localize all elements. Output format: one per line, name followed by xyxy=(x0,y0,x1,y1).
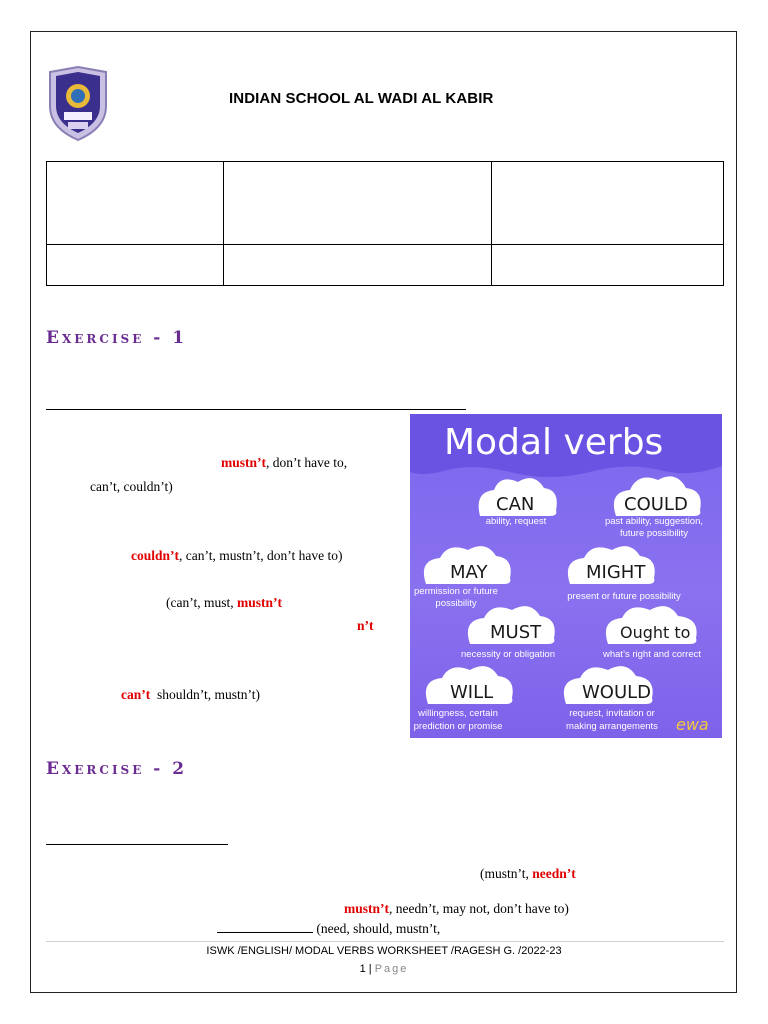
answer-blank[interactable] xyxy=(217,921,313,933)
options-text: (mustn’t, xyxy=(480,866,533,881)
options-text: , can’t, mustn’t, don’t have to) xyxy=(179,548,343,563)
modal-word: MUST xyxy=(490,622,542,643)
modal-card-will xyxy=(414,666,513,732)
page-number xyxy=(0,963,768,975)
page-number-value: 1 xyxy=(359,963,366,975)
modal-card-would xyxy=(564,666,658,732)
modal-verbs-infographic xyxy=(410,414,722,738)
answer-highlight: mustn’t xyxy=(237,595,283,610)
exercise-1-line-2 xyxy=(90,479,173,495)
options-text: can’t, couldn’t) xyxy=(90,479,173,494)
modal-card-may xyxy=(414,546,511,609)
ewa-logo: ewa xyxy=(676,715,709,734)
modal-card-must xyxy=(461,606,555,660)
modal-desc: what’s right and correct xyxy=(602,649,702,660)
answer-highlight: couldn’t xyxy=(131,548,180,563)
exercise-2-line-3 xyxy=(217,921,440,937)
exercise-1-line-3 xyxy=(131,548,343,564)
exercise-2-line-1 xyxy=(480,866,576,882)
options-text: , needn’t, may not, don’t have to) xyxy=(389,901,569,916)
modal-desc: prediction or promise xyxy=(413,721,503,732)
answer-highlight: mustn’t xyxy=(344,901,390,916)
modal-desc: past ability, suggestion, xyxy=(604,516,704,527)
exercise-1-line-4 xyxy=(166,595,282,611)
answer-line xyxy=(46,409,466,410)
modal-verbs-graphic xyxy=(410,414,722,738)
exercise-2-heading: Exercise - 2 xyxy=(46,759,188,779)
page-separator: | xyxy=(365,963,375,975)
modal-card-ought-to xyxy=(602,606,701,660)
footer-text: ISWK /ENGLISH/ MODAL VERBS WORKSHEET /RAGESH G. /2022-23 xyxy=(206,945,562,957)
info-cell[interactable] xyxy=(224,162,492,245)
modal-word: Ought to xyxy=(620,623,691,642)
modal-word: WOULD xyxy=(582,682,652,703)
footer-rule xyxy=(46,941,724,942)
answer-highlight: can’t xyxy=(121,687,151,702)
modal-desc: making arrangements xyxy=(566,721,658,732)
modal-desc: future possibility xyxy=(619,528,689,539)
modal-desc: willingness, certain xyxy=(418,708,498,719)
options-text: (can’t, must, xyxy=(166,595,237,610)
exercise-2-line-2 xyxy=(344,901,569,917)
modal-card-could xyxy=(605,476,703,539)
answer-highlight: needn’t xyxy=(532,866,576,881)
answer-highlight: n’t xyxy=(357,618,374,633)
modal-word: WILL xyxy=(450,682,494,703)
school-crest-icon xyxy=(46,66,110,142)
exercise-1-heading: Exercise - 1 xyxy=(46,328,188,348)
modal-desc: ability, request xyxy=(485,516,547,527)
modal-word: MIGHT xyxy=(586,562,646,583)
student-info-table xyxy=(46,161,724,286)
modal-card-can xyxy=(479,478,557,527)
exercise-1-line-1 xyxy=(221,455,347,471)
info-cell[interactable] xyxy=(47,245,224,286)
modal-desc: possibility xyxy=(435,598,477,609)
exercise-1-line-5 xyxy=(357,618,374,634)
options-text: (need, should, mustn’t, xyxy=(313,921,441,936)
modal-card-title: Modal verbs xyxy=(444,422,664,463)
school-name: INDIAN SCHOOL AL WADI AL KABIR xyxy=(229,90,494,107)
answer-line xyxy=(46,844,228,845)
exercise-1-line-6 xyxy=(121,687,260,703)
modal-desc: request, invitation or xyxy=(569,708,655,719)
page-label: Page xyxy=(374,963,409,975)
info-cell[interactable] xyxy=(224,245,492,286)
info-cell[interactable] xyxy=(47,162,224,245)
modal-word: CAN xyxy=(496,494,535,515)
modal-desc: necessity or obligation xyxy=(461,649,555,660)
options-text: shouldn’t, mustn’t) xyxy=(150,687,261,702)
info-cell[interactable] xyxy=(492,162,724,245)
modal-desc: present or future possibility xyxy=(567,591,681,602)
modal-word: COULD xyxy=(624,494,688,515)
modal-desc: permission or future xyxy=(414,586,498,597)
info-cell[interactable] xyxy=(492,245,724,286)
options-text: , don’t have to, xyxy=(266,455,348,470)
answer-highlight: mustn’t xyxy=(221,455,267,470)
modal-word: MAY xyxy=(450,562,488,583)
modal-card-might xyxy=(567,546,681,602)
